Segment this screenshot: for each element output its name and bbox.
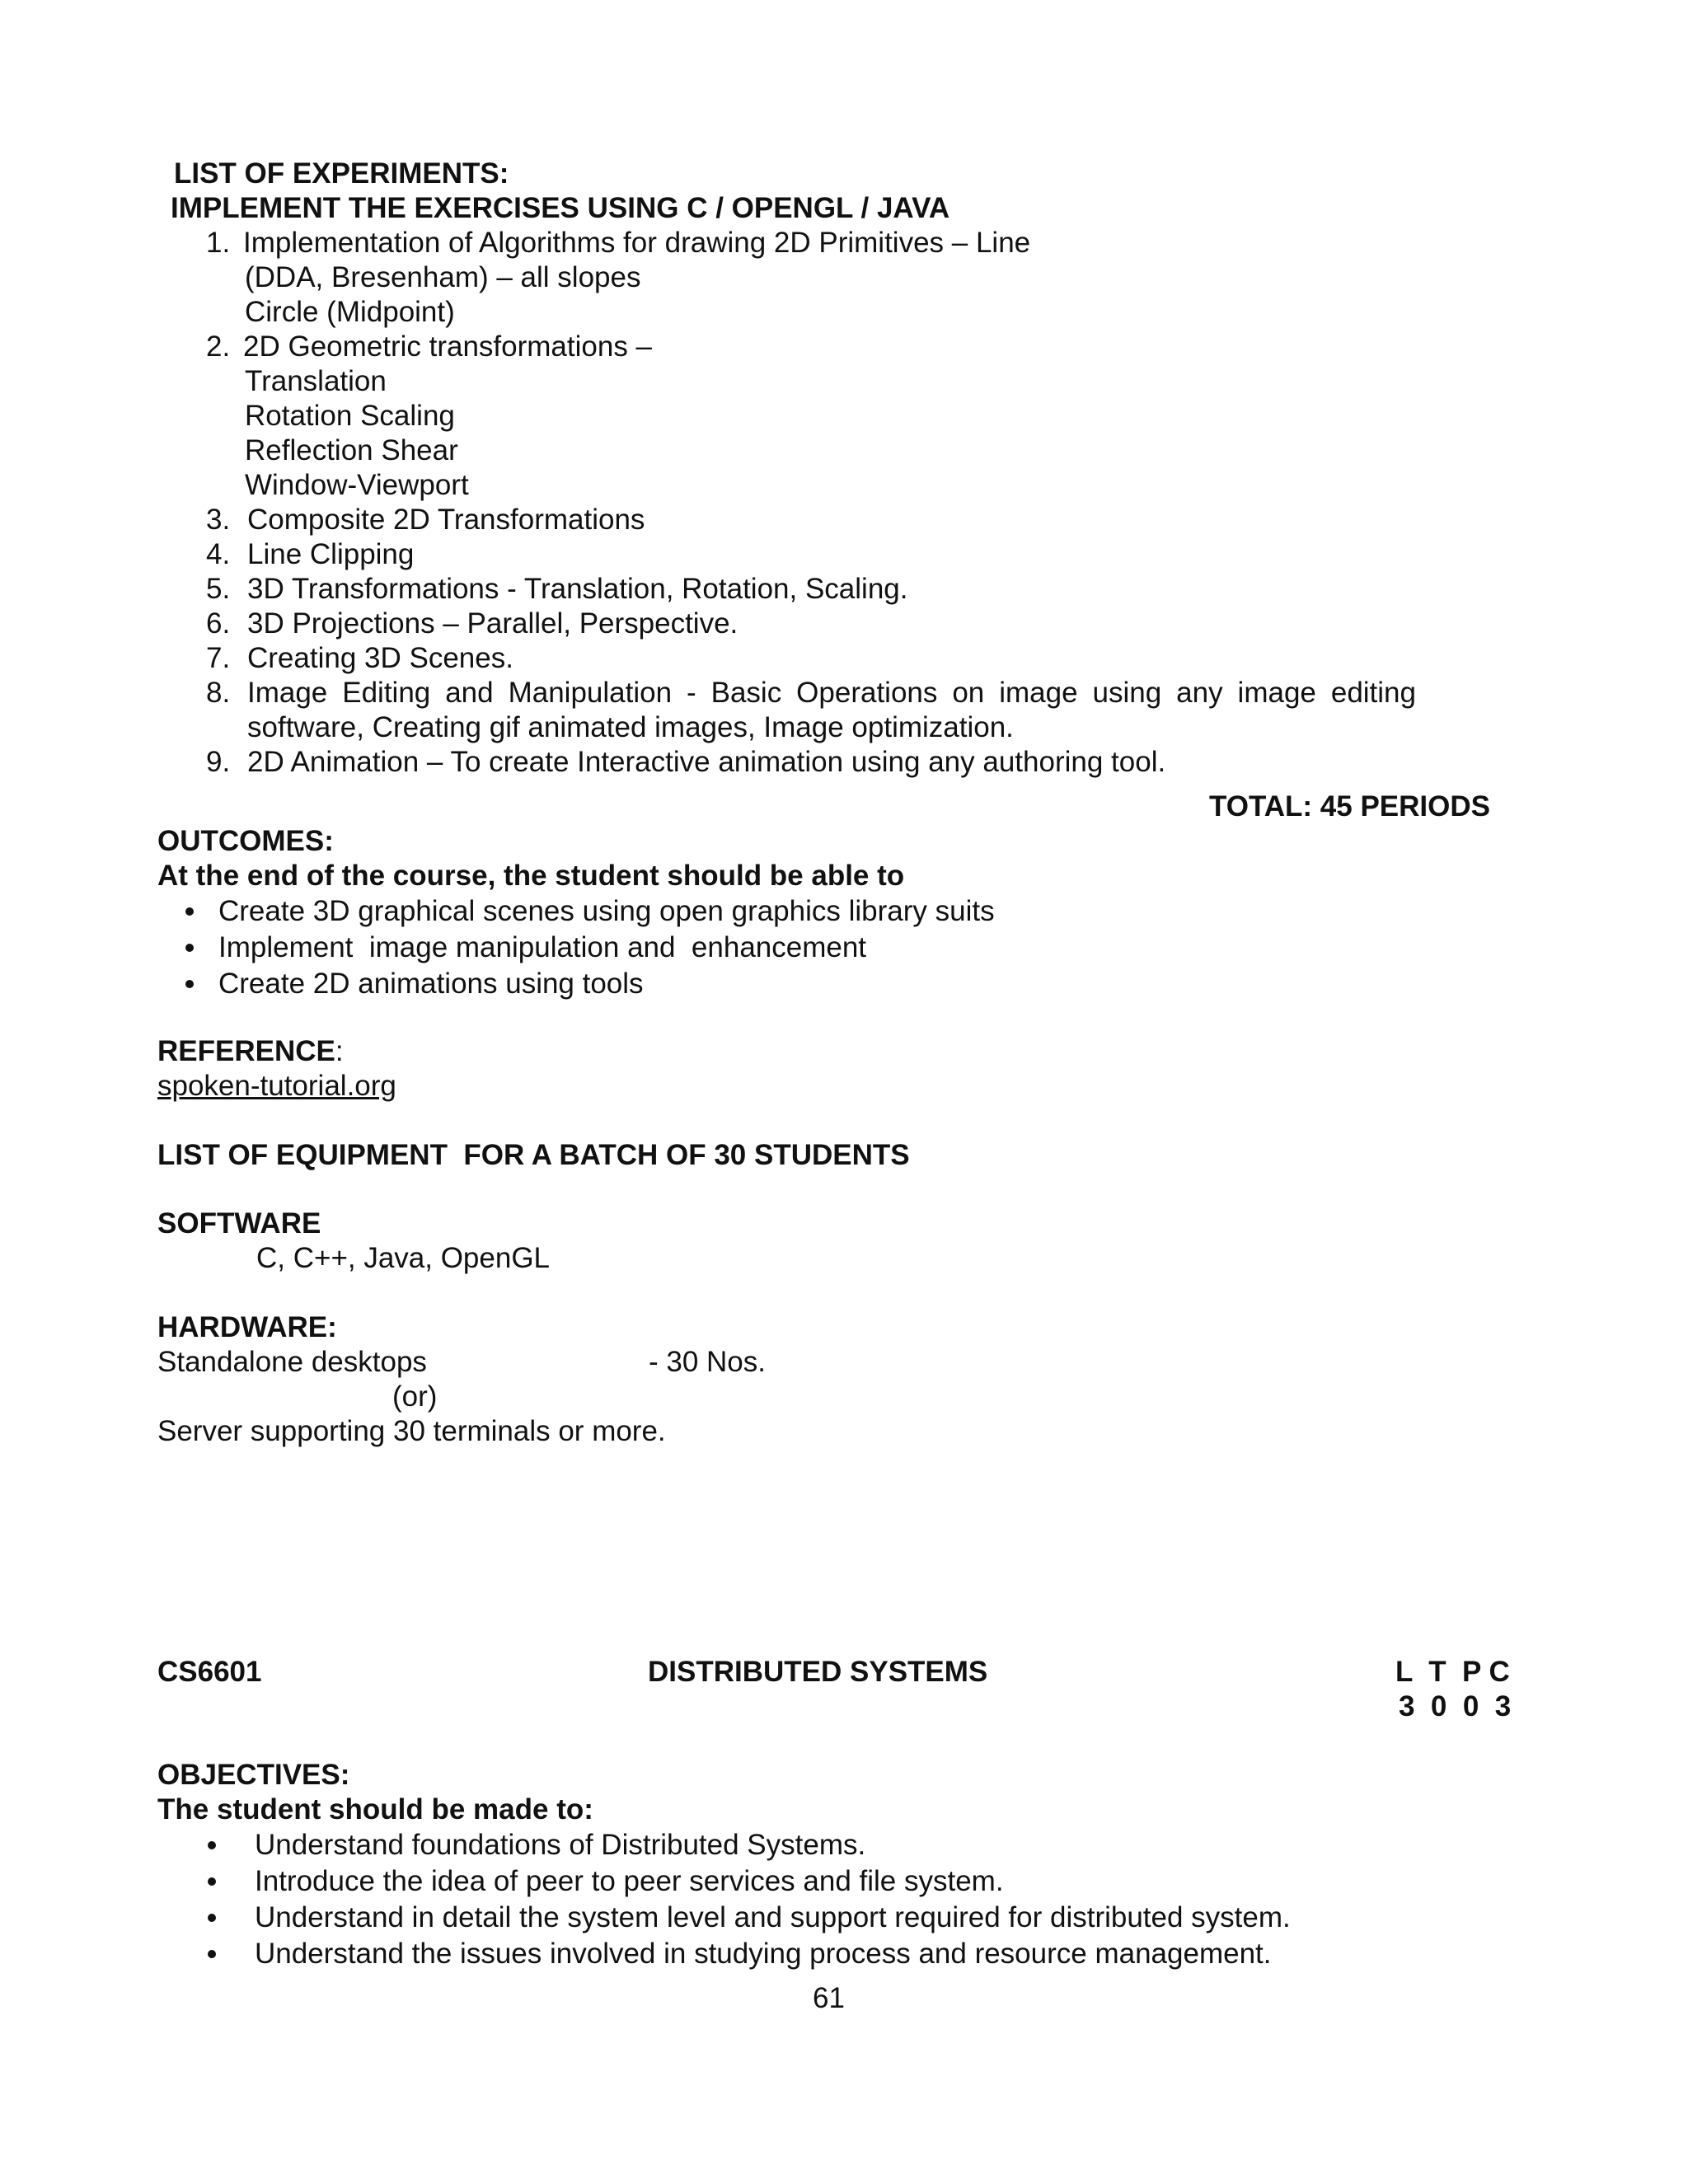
total-periods: TOTAL: 45 PERIODS xyxy=(1209,790,1490,823)
experiment-text: Translation xyxy=(245,365,387,397)
experiment-number: 3. xyxy=(206,504,231,536)
page-number: 61 xyxy=(813,1982,845,2014)
experiment-number: 2. xyxy=(206,330,231,363)
objectives-heading: OBJECTIVES: xyxy=(157,1759,350,1791)
outcome-item: Implement image manipulation and enhancement xyxy=(218,931,867,963)
experiment-text: Image Editing and Manipulation - Basic Operations on image using any image editing xyxy=(247,677,1416,709)
hardware-item: Standalone desktops xyxy=(157,1346,427,1378)
outcome-item: Create 2D animations using tools xyxy=(218,968,644,1000)
experiment-number: 8. xyxy=(206,677,231,709)
experiment-text: 3D Transformations - Translation, Rotation, Scaling. xyxy=(247,573,908,605)
experiment-text: 2D Geometric transformations – xyxy=(243,330,653,363)
software-value: C, C++, Java, OpenGL xyxy=(256,1242,551,1274)
hardware-heading: HARDWARE: xyxy=(157,1311,337,1343)
course-title: DISTRIBUTED SYSTEMS xyxy=(648,1656,988,1688)
bullet-icon xyxy=(208,1914,216,1922)
experiment-text: (DDA, Bresenham) – all slopes xyxy=(245,261,641,293)
reference-heading-line xyxy=(157,1034,344,1069)
hardware-alternative: Server supporting 30 terminals or more. xyxy=(157,1415,666,1447)
objective-item: Understand the issues involved in studying process and resource management. xyxy=(255,1938,1272,1970)
experiments-subheading: IMPLEMENT THE EXERCISES USING C / OPENGL / JAVA xyxy=(171,192,950,224)
bullet-icon xyxy=(185,907,194,916)
objectives-intro: The student should be made to: xyxy=(157,1793,593,1825)
experiment-number: 6. xyxy=(206,607,231,640)
experiment-number: 9. xyxy=(206,746,231,778)
objective-item: Understand foundations of Distributed Systems. xyxy=(255,1829,866,1861)
software-heading: SOFTWARE xyxy=(157,1207,321,1240)
experiment-text: Line Clipping xyxy=(247,538,415,570)
equipment-heading: LIST OF EQUIPMENT FOR A BATCH OF 30 STUDENTS xyxy=(157,1139,910,1171)
outcomes-intro: At the end of the course, the student should be able to xyxy=(157,860,905,892)
course-code: CS6601 xyxy=(157,1656,262,1688)
objective-item: Understand in detail the system level and support required for distributed system. xyxy=(255,1901,1291,1933)
experiment-number: 1. xyxy=(206,227,231,259)
experiment-text: Composite 2D Transformations xyxy=(247,504,645,536)
experiment-number: 5. xyxy=(206,573,231,605)
bullet-icon xyxy=(208,1950,216,1958)
reference-colon: : xyxy=(335,1035,344,1067)
reference-heading: REFERENCE xyxy=(157,1035,335,1067)
experiment-number: 7. xyxy=(206,642,231,674)
bullet-icon xyxy=(208,1841,216,1849)
reference-link[interactable]: spoken-tutorial.org xyxy=(157,1070,396,1102)
experiment-number: 4. xyxy=(206,538,231,570)
experiment-text: 3D Projections – Parallel, Perspective. xyxy=(247,607,738,640)
outcomes-heading: OUTCOMES: xyxy=(157,825,334,857)
bullet-icon xyxy=(185,944,194,952)
outcome-item: Create 3D graphical scenes using open graphics library suits xyxy=(218,895,995,927)
experiment-text: Creating 3D Scenes. xyxy=(247,642,513,674)
ltpc-values: 3 0 0 3 xyxy=(1399,1690,1512,1722)
experiment-text: Window-Viewport xyxy=(245,469,469,501)
hardware-or: (or) xyxy=(392,1380,438,1413)
bullet-icon xyxy=(208,1877,216,1886)
experiment-text: Implementation of Algorithms for drawing 2D Primitives – Line xyxy=(243,227,1031,259)
experiment-text: 2D Animation – To create Interactive animation using any authoring tool. xyxy=(247,746,1166,778)
experiments-heading: LIST OF EXPERIMENTS: xyxy=(174,157,509,190)
ltpc-header: L T P C xyxy=(1395,1656,1510,1688)
experiment-text: Rotation Scaling xyxy=(245,400,455,432)
experiment-text: software, Creating gif animated images, Image optimization. xyxy=(247,711,1014,743)
experiment-text: Reflection Shear xyxy=(245,434,458,466)
objective-item: Introduce the idea of peer to peer services and file system. xyxy=(255,1865,1004,1897)
experiment-text: Circle (Midpoint) xyxy=(245,296,455,328)
bullet-icon xyxy=(185,980,194,988)
hardware-quantity: - 30 Nos. xyxy=(649,1346,766,1378)
